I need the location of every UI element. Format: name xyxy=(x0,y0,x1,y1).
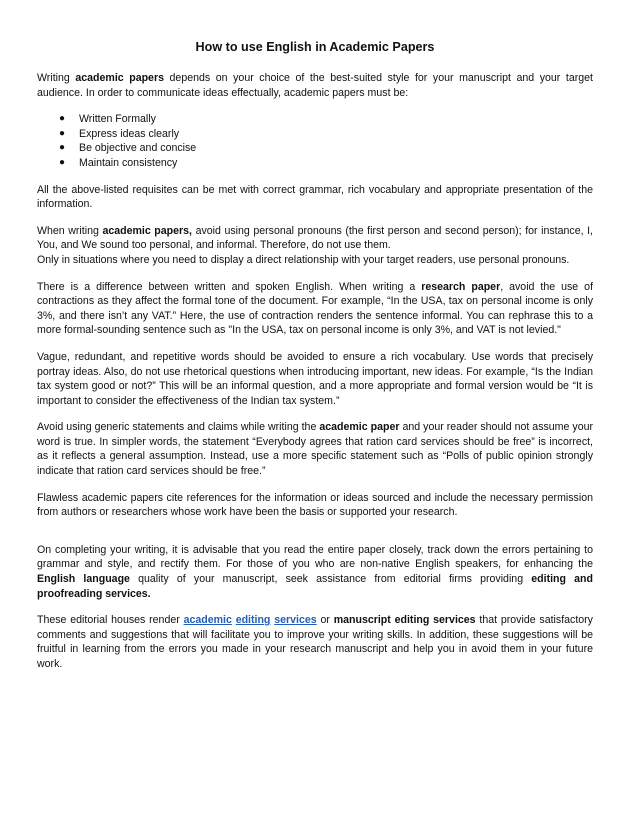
text-span: There is a difference between written and spoken English. When writing a xyxy=(37,280,422,293)
text-span: avoid using personal pronouns (the first person and second person); for instance, I, You, and We sound too personal, and informal. Therefore, do not use them. xyxy=(37,224,593,252)
text-span: These editorial houses render xyxy=(37,614,184,627)
text-span: On completing your writing, it is advisable that you read the entire paper closely, track down the errors pertaining to grammar and style, and rectify them. For those of you who are non-native English speakers, for enhancing the xyxy=(37,543,593,571)
list-item-text: Maintain consistency xyxy=(79,156,178,169)
link-services[interactable]: services xyxy=(274,614,317,627)
link-academic[interactable]: academic xyxy=(183,614,232,627)
list-item xyxy=(59,127,593,142)
bold-term: academic papers, xyxy=(102,224,192,237)
page-title: How to use English in Academic Papers xyxy=(195,40,435,54)
proofreading-paragraph xyxy=(37,543,593,601)
editorial-houses-paragraph xyxy=(37,613,593,671)
vocabulary-paragraph: Vague, redundant, and repetitive words should be avoided to ensure a rich vocabulary. Use words that precisely portray ideas. Also, do not use rhetorical questions when introducing important, new ideas. For example, “Is the Indian tax system good or not?” This will be an informal question, and a more appropriate and formal version would be “It is important to consider the effectiveness of the Indian tax system.” xyxy=(37,350,593,407)
generic-statements-paragraph xyxy=(37,420,593,478)
text-span: , avoid the use of contractions as they affect the formal tone of the document. For example, “In the USA, tax on personal income is only 3%, and there isn’t any VAT.” Here, the use of contraction renders the sentence informal. You can rephrase this to a more formal-sounding sentence such as "In the USA, tax on personal income is only 3%, and VAT is not levied." xyxy=(37,280,594,337)
bullet-icon: ● xyxy=(59,113,66,125)
text-span: and your reader should not assume your word is true. In simpler words, the statement “Everybody agrees that ration card services should be free” is incorrect, as it reflects a general assumption. Instead, use a more specific statement such as “Polls of public opinion strongly indicate that ration card services should be free.” xyxy=(37,421,594,478)
pronouns-exception-paragraph: Only in situations where you need to display a direct relationship with your target readers, use personal pronouns. xyxy=(37,253,570,266)
link-editing[interactable]: editing xyxy=(235,614,271,627)
bold-term: English language xyxy=(37,573,130,586)
text-span: Writing xyxy=(37,72,76,84)
bold-term: research paper xyxy=(421,280,501,293)
list-item-text: Written Formally xyxy=(79,113,156,126)
list-item xyxy=(59,112,593,127)
requirements-list xyxy=(37,112,593,170)
list-item xyxy=(59,141,593,156)
text-span: quality of your manuscript, seek assistance from editorial firms providing xyxy=(129,573,532,586)
bullet-icon: ● xyxy=(59,142,66,154)
text-span: Avoid using generic statements and claims while writing the xyxy=(37,421,320,434)
requisites-paragraph: All the above-listed requisites can be met with correct grammar, rich vocabulary and appropriate presentation of the information. xyxy=(37,183,593,211)
list-item xyxy=(59,156,593,171)
list-item-text: Express ideas clearly xyxy=(79,127,180,140)
references-paragraph: Flawless academic papers cite references for the information or ideas sourced and include the necessary permission from authors or researchers whose work have been the basis or supported your research. xyxy=(37,491,593,519)
bold-term: academic papers xyxy=(75,72,164,84)
text-span: depends on your choice of the best-suited style for your manuscript and your target audience. In order to communicate ideas effectually, academic papers must be: xyxy=(37,72,594,99)
bold-term: academic paper xyxy=(319,421,400,434)
bullet-icon: ● xyxy=(59,127,66,139)
bullet-icon: ● xyxy=(59,156,66,168)
list-item-text: Be objective and concise xyxy=(79,142,197,155)
pronouns-paragraph xyxy=(37,224,593,253)
text-span: or xyxy=(316,614,334,627)
bold-term: manuscript editing services xyxy=(333,614,476,627)
contractions-paragraph xyxy=(37,280,593,338)
text-span: When writing xyxy=(37,224,103,237)
bold-term: editing and proofreading services. xyxy=(37,573,593,600)
intro-paragraph xyxy=(37,71,593,100)
text-span: that provide satisfactory comments and suggestions that will facilitate you to improve your writing skills. In addition, these suggestions will be fruitful in learning from the errors you made in your research manuscript and help you in avoid them in your future work. xyxy=(37,614,593,670)
